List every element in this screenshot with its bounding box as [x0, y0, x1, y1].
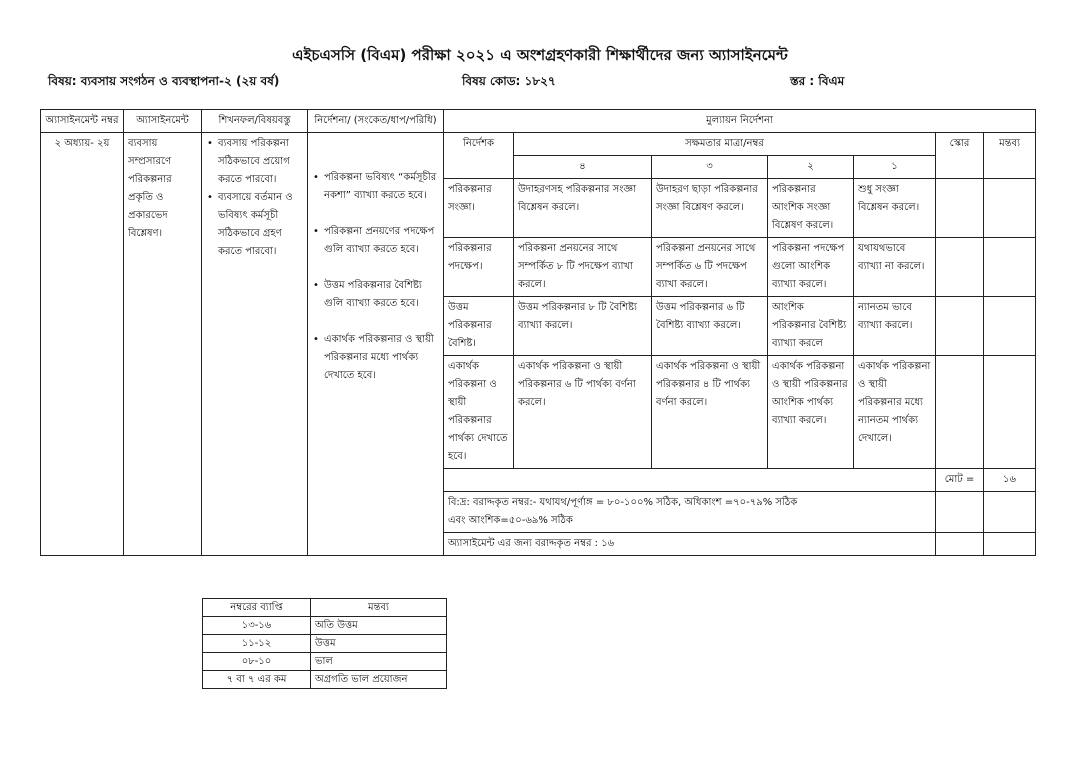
score-header: স্কোর — [936, 133, 984, 179]
instruction-item: • পরিকল্পনা প্রনয়ণের পদক্ষেপ গুলি ব্যাখ্যা করতে হবে। — [322, 223, 439, 259]
remark-header: মন্তব্য — [984, 133, 1036, 179]
rubric-level-3: পরিকল্পনা প্রনয়নের সাথে সম্পর্কিত ৬ টি পদক্ষেপ ব্যাখা করলে। — [652, 238, 768, 297]
competency-level-header: সক্ষমতার মাত্রা/নম্বর — [514, 133, 936, 156]
grade-range: ১৩-১৬ — [203, 617, 311, 635]
score-cell — [936, 238, 984, 297]
header-instructions: নির্দেশনা/ (সংকেত/ধাপ/পরিধি) — [308, 110, 444, 133]
rubric-level-2: আংশিক পরিকল্পনার বৈশিষ্ট্য ব্যাখ্যা করলে — [768, 297, 854, 356]
remark-cell — [984, 297, 1036, 356]
allocated-remark-cell — [984, 533, 1036, 556]
rubric-level-2: পরিকল্পনা পদক্ষেপ গুলো আংশিক ব্যাখ্যা করলে। — [768, 238, 854, 297]
instruction-item: • একার্থক পরিকল্পনার ও স্থায়ী পরিকল্পনার মধ্যে পার্থক্য দেখাতে হবে। — [322, 331, 439, 385]
rubric-level-1: যথাযথভাবে ব্যাখ্যা না করলে। — [854, 238, 936, 297]
rubric-level-3: একার্থক পরিকল্পনা ও স্থায়ী পরিকল্পনার ৪ টি পার্থক্য বর্ণনা করলে। — [652, 356, 768, 469]
level-2: ২ — [768, 156, 854, 179]
score-cell — [936, 179, 984, 238]
subject-code: বিষয় কোড: ১৮২৭ — [462, 74, 556, 88]
rubric-indicator: একার্থক পরিকল্পনা ও স্থায়ী পরিকল্পনার পার্থক্য দেখাতে হবে। — [444, 356, 514, 469]
grade-row — [203, 653, 447, 671]
document-title: এইচএসসি (বিএম) পরীক্ষা ২০২১ এ অংশগ্রহণকারী শিক্ষার্থীদের জন্য অ্যাসাইনমেন্ট — [292, 46, 788, 64]
grade-range-table — [202, 598, 447, 689]
header-evaluation: মুল্যায়ন নির্দেশনা — [444, 110, 1036, 133]
note-score-cell — [936, 492, 984, 533]
marks-note-line-1: বি:দ্র: বরাদ্দকৃত নম্বর:- যথাযথ/পূর্ণাঙ্গ = ৮০-১০০% সঠিক, অধিকাংশ =৭০-৭৯% সঠিক — [448, 497, 798, 508]
learning-outcome-item: • ব্যবসায়ে বর্তমান ও ভবিষ্যৎ কর্মসূচী সঠিকভাবে গ্রহণ করতে পারবো। — [216, 189, 303, 261]
level-4: ৪ — [514, 156, 652, 179]
rubric-indicator: উত্তম পরিকল্পনার বৈশিষ্ট। — [444, 297, 514, 356]
assignment-text: ব্যবসায় সম্প্রসারণে পরিকল্পনার প্রকৃতি ও প্রকারভেদ বিশ্লেষণ। — [124, 133, 202, 556]
rubric-level-2: একার্থক পরিকল্পনা ও স্থায়ী পরিকল্পনার আংশিক পার্থক্য ব্যাখ্যা করলে। — [768, 356, 854, 469]
marks-note — [444, 492, 936, 533]
rubric-level-1: একার্থক পরিকল্পনা ও স্থায়ী পরিকল্পনার মধ্যে ন্যানতম পার্থক্য দেখালে। — [854, 356, 936, 469]
grade-row — [203, 635, 447, 653]
total-value: ১৬ — [984, 469, 1036, 492]
total-label: মোট = — [936, 469, 984, 492]
grade-header-range: নম্বরের ব্যাপ্তি — [203, 599, 311, 617]
assignment-table — [40, 109, 1036, 556]
grade-range: ৭ বা ৭ এর কম — [203, 671, 311, 689]
score-cell — [936, 356, 984, 469]
note-remark-cell — [984, 492, 1036, 533]
rubric-level-1: শুধু সংজ্ঞা বিশ্লেষন করলে। — [854, 179, 936, 238]
assignment-number: ২ অধ্যায়- ২য় — [41, 133, 124, 556]
remark-cell — [984, 356, 1036, 469]
subject-label: বিষয়: ব্যবসায় সংগঠন ও ব্যবস্থাপনা-২ (২য় বর্ষ) — [48, 74, 280, 88]
rubric-level-2: পরিকল্পনার আংশিক সংজ্ঞা বিশ্লেষণ করলে। — [768, 179, 854, 238]
instruction-item: • পরিকল্পনা ভবিষ্যৎ “কর্মসূচীর নকশা” ব্যাখ্যা করতে হবে। — [322, 169, 439, 205]
level-label: স্তর : বিএম — [790, 74, 845, 88]
grade-remark: অগ্রগতি ভাল প্রয়োজন — [311, 671, 447, 689]
remark-cell — [984, 238, 1036, 297]
allocated-score-cell — [936, 533, 984, 556]
grade-range: ০৮-১০ — [203, 653, 311, 671]
grade-remark: উত্তম — [311, 635, 447, 653]
rubric-indicator: পরিকল্পনার পদক্ষেপ। — [444, 238, 514, 297]
header-assignment-no: অ্যাসাইনমেন্ট নম্বর — [41, 110, 124, 133]
remark-cell — [984, 179, 1036, 238]
rubric-level-3: উদাহরণ ছাড়া পরিকল্পনার সংজ্ঞা বিশ্লেষণ করলে। — [652, 179, 768, 238]
rubric-level-4: উত্তম পরিকল্পনার ৮ টি বৈশিষ্ট্য ব্যাখ্যা করলে। — [514, 297, 652, 356]
header-learning-outcome: শিখনফল/বিষয়বস্তু — [202, 110, 308, 133]
rubric-level-1: ন্যানতম ভাবে ব্যাখ্যা করলে। — [854, 297, 936, 356]
level-3: ৩ — [652, 156, 768, 179]
instruction-item: • উত্তম পরিকল্পনার বৈশিষ্ট্য গুলি ব্যাখ্যা করতে হবে। — [322, 277, 439, 313]
instructions — [308, 133, 444, 556]
indicator-header: নির্দেশক — [444, 133, 514, 179]
grade-remark: ভাল — [311, 653, 447, 671]
grade-row — [203, 617, 447, 635]
rubric-indicator: পরিকল্পনার সংজ্ঞা। — [444, 179, 514, 238]
rubric-level-4: একার্থক পরিকল্পনা ও স্থায়ী পরিকল্পনার ৬ টি পার্থক্য বর্ণনা করলে। — [514, 356, 652, 469]
rubric-level-4: উদাহরণসহ পরিকল্পনার সংজ্ঞা বিশ্লেষন করলে। — [514, 179, 652, 238]
grade-range: ১১-১২ — [203, 635, 311, 653]
rubric-level-4: পরিকল্পনা প্রনয়নের সাথে সম্পর্কিত ৮ টি পদক্ষেপ ব্যাখা করলে। — [514, 238, 652, 297]
grade-remark: অতি উত্তম — [311, 617, 447, 635]
score-cell — [936, 297, 984, 356]
grade-row — [203, 671, 447, 689]
allocated-marks: অ্যাসাইমেন্ট এর জন্য বরাদ্দকৃত নম্বর : ১৬ — [444, 533, 936, 556]
total-spacer — [444, 469, 936, 492]
level-1: ১ — [854, 156, 936, 179]
learning-outcome-item: • ব্যবসায় পরিকল্পনা সঠিকভাবে প্রয়োগ করতে পারবো। — [216, 135, 303, 189]
marks-note-line-2: এবং আংশিক=৫০-৬৯% সঠিক — [448, 515, 573, 526]
learning-outcomes — [202, 133, 308, 556]
header-assignment: অ্যাসাইনমেন্ট — [124, 110, 202, 133]
rubric-level-3: উত্তম পরিকল্পনার ৬ টি বৈশিষ্ট্য ব্যাখ্যা করলে। — [652, 297, 768, 356]
grade-header-remark: মন্তব্য — [311, 599, 447, 617]
